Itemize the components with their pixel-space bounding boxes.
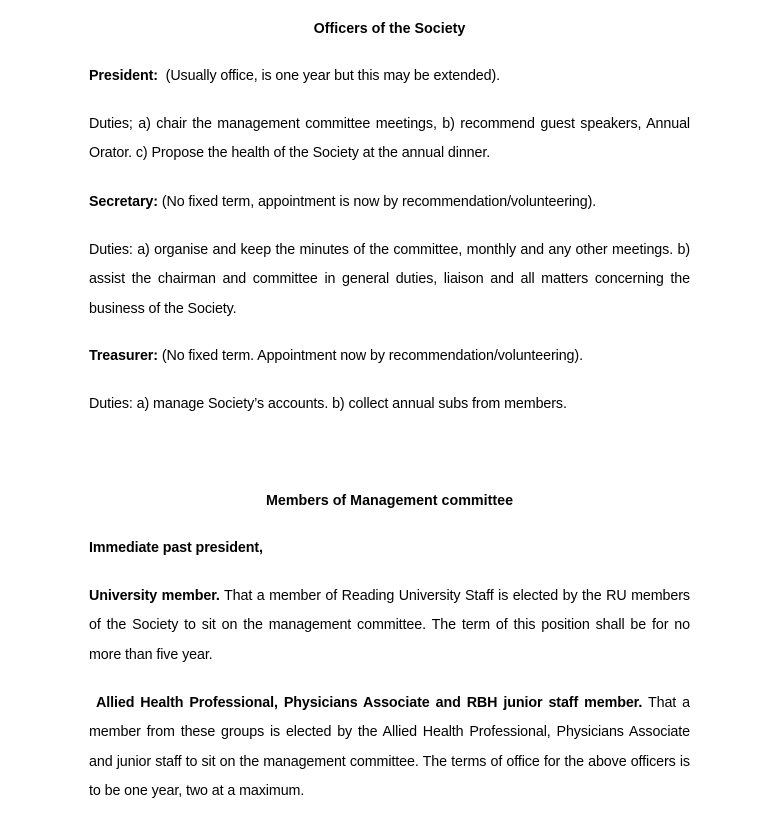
president-paragraph [89, 62, 690, 91]
president-label: President: [89, 68, 158, 84]
treasurer-paragraph [89, 342, 690, 371]
treasurer-label: Treasurer: [89, 348, 158, 364]
university-member-label: University member. [89, 588, 220, 604]
secretary-duties: Duties: a) organise and keep the minutes of the committee, monthly and any other meetings. b) assist the chairman and committee in general duties, liaison and all matters concerning the business of the Society. [89, 242, 690, 317]
university-member-paragraph [89, 582, 690, 670]
members-heading: Members of Management committee [265, 493, 514, 509]
immediate-past-president-label: Immediate past president, [89, 540, 263, 556]
allied-health-member-text: That a member from these groups is elected by the Allied Health Professional, Physicians Associate and junior staff to sit on the management committee. The terms of office for the above officers is to be one year, two at a maximum. [89, 695, 691, 799]
president-duties: Duties; a) chair the management committee meetings, b) recommend guest speakers, Annual Orator. c) Propose the health of the Society at the annual dinner. [89, 116, 690, 162]
officers-heading: Officers of the Society [313, 21, 466, 37]
treasurer-term: (No fixed term. Appointment now by recommendation/volunteering). [161, 348, 583, 364]
secretary-label: Secretary: [89, 194, 158, 210]
secretary-term: (No fixed term, appointment is now by recommendation/volunteering). [161, 194, 597, 210]
allied-health-member-label: Allied Health Professional, Physicians Associate and RBH junior staff member. [96, 695, 643, 711]
treasurer-duties: Duties: a) manage Society’s accounts. b) collect annual subs from members. [89, 396, 567, 412]
immediate-past-president [89, 534, 690, 563]
president-term: (Usually office, is one year but this may be extended). [165, 68, 501, 84]
secretary-paragraph [89, 188, 690, 217]
allied-health-member-paragraph [89, 689, 690, 806]
university-member-text: That a member of Reading University Staff is elected by the RU members of the Society to sit on the management committee. The term of this position shall be for no more than five year. [89, 588, 690, 663]
